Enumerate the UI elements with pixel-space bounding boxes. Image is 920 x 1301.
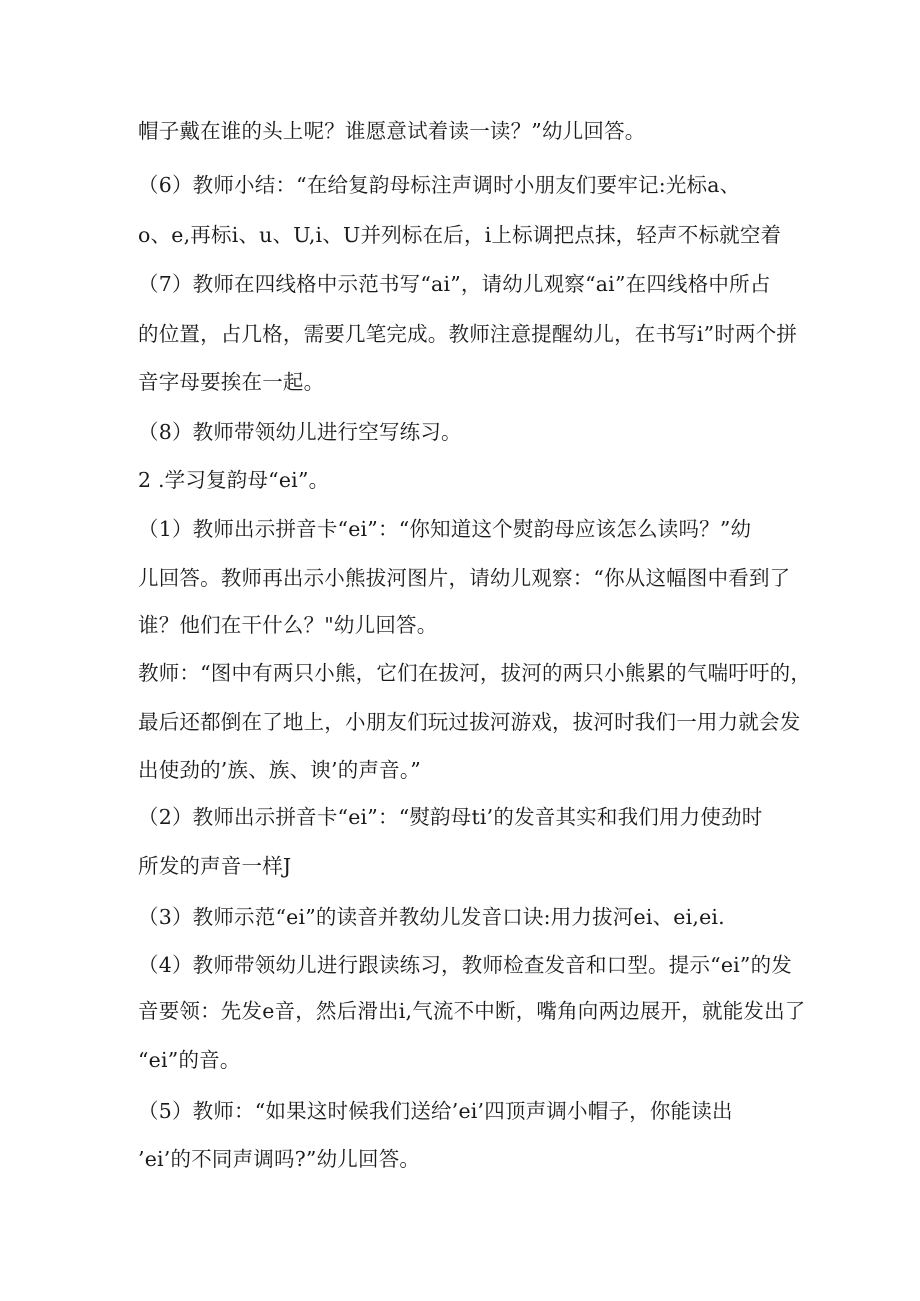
text-line: ’ei’的不同声调吗?”幼儿回答。	[138, 1147, 421, 1171]
section-heading: 2 .学习复韵母“ei”。	[138, 468, 330, 492]
text-line: 教师：“图中有两只小熊，它们在拔河，拔河的两只小熊累的气喘吁吁的，	[138, 661, 812, 685]
text-line: o、e,再标i、u、U,i、U并列标在后，i上标调把点抹，轻声不标就空着	[138, 223, 782, 247]
text-line: 帽子戴在谁的头上呢？谁愿意试着读一读？”幼儿回答。	[138, 119, 646, 143]
text-line: 最后还都倒在了地上，小朋友们玩过拔河游戏，拔河时我们一用力就会发	[138, 710, 801, 734]
text-line: 音要领：先发e音，然后滑出i,气流不中断，嘴角向两边展开，就能发出了	[138, 999, 806, 1023]
text-line: （4）教师带领幼儿进行跟读练习，教师检查发音和口型。提示“ei”的发	[138, 953, 792, 977]
text-line: “ei”的音。	[138, 1048, 241, 1072]
text-line: 的位置，占几格，需要几笔完成。教师注意提醒幼儿，在书写i”时两个拼	[138, 322, 798, 346]
text-line: 出使劲的’族、族、谀’的声音。”	[138, 758, 421, 782]
text-line: 谁？他们在干什么？"幼儿回答。	[138, 613, 438, 637]
text-line: （8）教师带领幼儿进行空写练习。	[138, 420, 462, 444]
text-line: 音字母要挨在一起。	[138, 370, 325, 394]
text-line: （6）教师小结：“在给复韵母标注声调时小朋友们要牢记:光标a、	[138, 173, 741, 197]
text-line: （1）教师出示拼音卡“ei”：“你知道这个熨韵母应该怎么读吗？”幼	[138, 517, 752, 541]
text-line: （2）教师出示拼音卡“ei”：“熨韵母ti’的发音其实和我们用力使劲时	[138, 805, 763, 829]
text-line: （3）教师示范“ei”的读音并教幼儿发音口诀:用力拔河ei、ei,ei.	[138, 905, 725, 929]
text-line: （7）教师在四线格中示范书写“ai”，请幼儿观察“ai”在四线格中所占	[138, 272, 771, 296]
text-line: 儿回答。教师再出示小熊拔河图片，请幼儿观察：“你从这幅图中看到了	[138, 566, 791, 590]
text-line: （5）教师：“如果这时候我们送给’ei’四顶声调小帽子，你能读出	[138, 1099, 733, 1123]
text-line: 所发的声音一样J	[138, 854, 292, 878]
